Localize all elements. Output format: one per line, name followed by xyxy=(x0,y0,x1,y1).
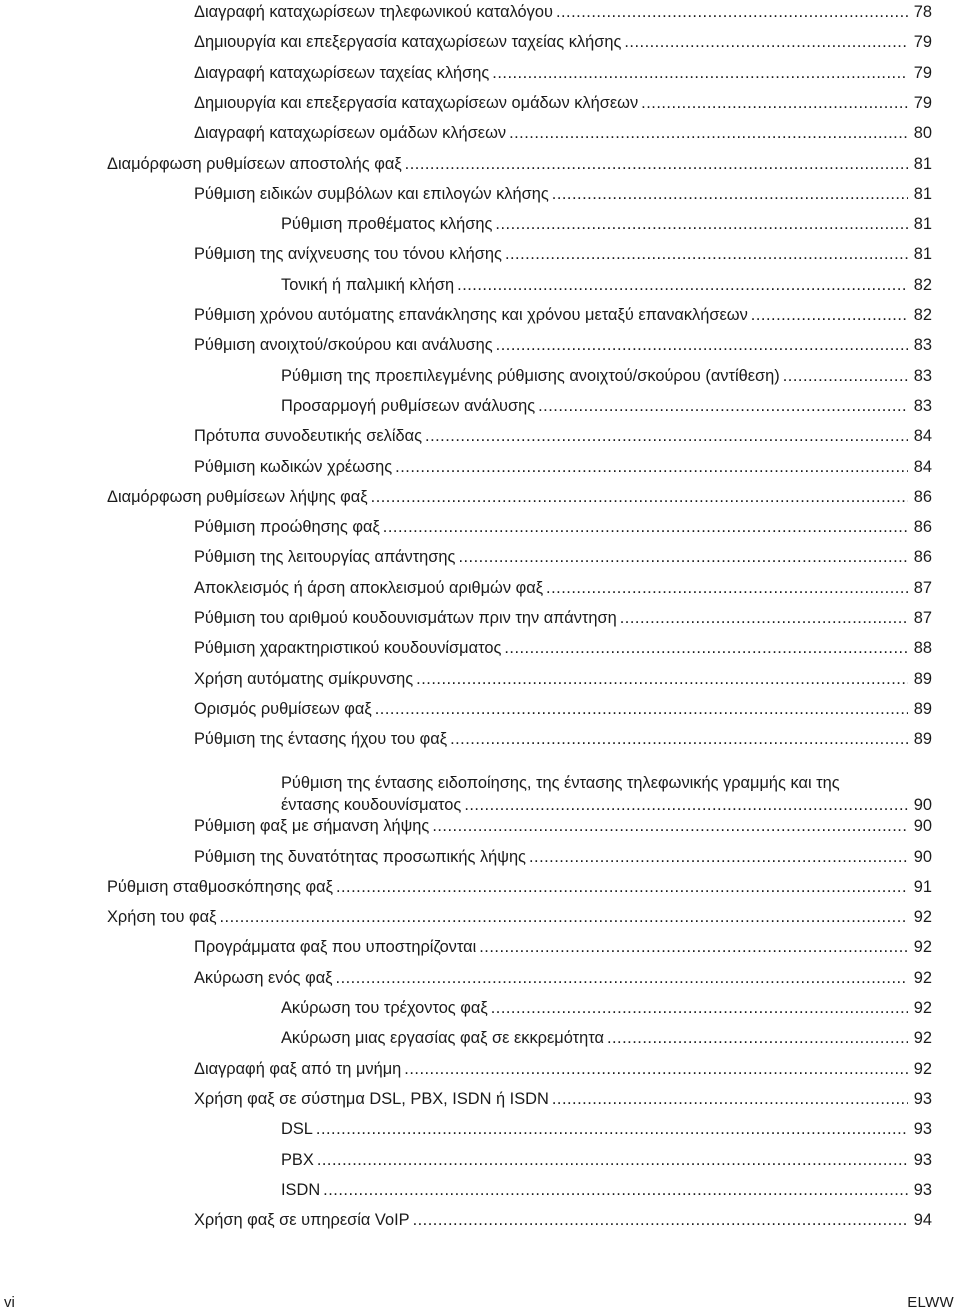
toc-entry-page-number: 79 xyxy=(913,33,932,51)
toc-entry-title: Πρότυπα συνοδευτικής σελίδας xyxy=(194,427,423,445)
toc-entry-page-number: 81 xyxy=(913,215,932,233)
toc-entry[interactable] xyxy=(194,698,932,728)
toc-entry-page-number: 80 xyxy=(913,124,932,142)
footer-document-code: ELWW xyxy=(907,1294,954,1311)
toc-entry-title: Ρύθμιση προθέματος κλήσης xyxy=(281,215,493,233)
dot-leader xyxy=(751,304,908,326)
toc-entry[interactable] xyxy=(194,1088,932,1118)
dot-leader xyxy=(509,122,908,144)
dot-leader xyxy=(425,425,908,447)
dot-leader xyxy=(624,31,908,53)
toc-entry-title-continued: έντασης κουδουνίσματος xyxy=(281,796,462,814)
toc-entry-title: Ρύθμιση της ανίχνευσης του τόνου κλήσης xyxy=(194,245,502,263)
dot-leader xyxy=(607,1027,908,1049)
dot-leader xyxy=(546,577,908,599)
toc-entry[interactable] xyxy=(194,846,932,876)
toc-entry-page-number: 92 xyxy=(913,969,932,987)
toc-entry[interactable] xyxy=(281,1149,932,1179)
toc-entry-title: Τονική ή παλμική κλήση xyxy=(281,276,455,294)
toc-entry[interactable] xyxy=(194,1,932,31)
toc-entry-title: Χρήση του φαξ xyxy=(107,908,217,926)
dot-leader xyxy=(383,516,908,538)
toc-entry-page-number: 90 xyxy=(913,796,932,814)
toc-entry-title: Ορισμός ρυθμίσεων φαξ xyxy=(194,700,372,718)
dot-leader xyxy=(450,728,908,750)
dot-leader xyxy=(641,92,908,114)
toc-entry-title: Ρύθμιση ανοιχτού/σκούρου και ανάλυσης xyxy=(194,336,493,354)
dot-leader xyxy=(395,456,908,478)
toc-entry-page-number: 81 xyxy=(913,155,932,173)
toc-entry[interactable] xyxy=(107,906,932,936)
toc-entry-page-number: 93 xyxy=(913,1181,932,1199)
toc-entry-title: Χρήση φαξ σε σύστημα DSL, PBX, ISDN ή ISDN xyxy=(194,1090,549,1108)
toc-entry-page-number: 86 xyxy=(913,548,932,566)
toc-entry-title: Διαγραφή καταχωρίσεων ταχείας κλήσης xyxy=(194,64,490,82)
toc-entry-page-number: 81 xyxy=(913,185,932,203)
toc-entry[interactable] xyxy=(281,1179,932,1209)
toc-entry[interactable] xyxy=(281,395,932,425)
toc-entry-page-number: 86 xyxy=(913,518,932,536)
dot-leader xyxy=(416,668,908,690)
toc-entry-title: Ρύθμιση ειδικών συμβόλων και επιλογών κλήσης xyxy=(194,185,549,203)
toc-entry-title: Χρήση φαξ σε υπηρεσία VoIP xyxy=(194,1211,410,1229)
toc-entry-title: Ακύρωση του τρέχοντος φαξ xyxy=(281,999,488,1017)
toc-entry[interactable] xyxy=(194,92,932,122)
toc-entry-title: DSL xyxy=(281,1120,313,1138)
dot-leader xyxy=(464,794,908,816)
dot-leader xyxy=(504,637,908,659)
toc-entry-title: Ρύθμιση της έντασης ειδοποίησης, της έντασης τηλεφωνικής γραμμής και της xyxy=(281,774,840,792)
toc-entry-page-number: 92 xyxy=(913,1060,932,1078)
toc-entry-title: Αποκλεισμός ή άρση αποκλεισμού αριθμών φαξ xyxy=(194,579,544,597)
dot-leader xyxy=(336,967,908,989)
dot-leader xyxy=(317,1149,908,1171)
toc-entry[interactable] xyxy=(107,153,932,183)
toc-entry-page-number: 91 xyxy=(913,878,932,896)
dot-leader xyxy=(491,997,908,1019)
toc-entry-title: Ρύθμιση φαξ με σήμανση λήψης xyxy=(194,817,430,835)
toc-entry[interactable] xyxy=(194,607,932,637)
toc-entry-page-number: 81 xyxy=(913,245,932,263)
toc-entry-title: Ρύθμιση κωδικών χρέωσης xyxy=(194,458,393,476)
dot-leader xyxy=(316,1118,908,1140)
toc-entry-title: Ρύθμιση της λειτουργίας απάντησης xyxy=(194,548,456,566)
toc-entry-page-number: 94 xyxy=(913,1211,932,1229)
toc-entry-title: Διαμόρφωση ρυθμίσεων αποστολής φαξ xyxy=(107,155,402,173)
toc-entry-page-number: 84 xyxy=(913,427,932,445)
toc-entry[interactable] xyxy=(194,1209,932,1239)
dot-leader xyxy=(783,365,908,387)
toc-entry-page-number: 87 xyxy=(913,579,932,597)
toc-entry[interactable] xyxy=(281,365,932,395)
toc-entry-page-number: 93 xyxy=(913,1120,932,1138)
toc-entry-page-number: 90 xyxy=(913,848,932,866)
toc-entry[interactable] xyxy=(194,1058,932,1088)
dot-leader xyxy=(404,1058,908,1080)
toc-entry[interactable] xyxy=(281,213,932,243)
toc-entry[interactable] xyxy=(194,456,932,486)
toc-entry-page-number: 79 xyxy=(913,64,932,82)
toc-entry[interactable] xyxy=(194,967,932,997)
dot-leader xyxy=(552,1088,908,1110)
toc-entry[interactable] xyxy=(194,815,932,845)
toc-entry[interactable] xyxy=(194,183,932,213)
dot-leader xyxy=(556,1,908,23)
dot-leader xyxy=(219,906,908,928)
toc-entry-page-number: 79 xyxy=(913,94,932,112)
toc-entry[interactable] xyxy=(107,486,932,516)
dot-leader xyxy=(552,183,908,205)
toc-entry-title: Ρύθμιση χρόνου αυτόματης επανάκλησης και χρόνου μεταξύ επανακλήσεων xyxy=(194,306,748,324)
toc-entry[interactable] xyxy=(194,516,932,546)
toc-entry-title: Διαμόρφωση ρυθμίσεων λήψης φαξ xyxy=(107,488,368,506)
toc-entry-page-number: 89 xyxy=(913,700,932,718)
toc-entry[interactable] xyxy=(194,243,932,273)
toc-entry-title: Ρύθμιση της προεπιλεγμένης ρύθμισης ανοιχτού/σκούρου (αντίθεση) xyxy=(281,367,780,385)
toc-entry[interactable] xyxy=(194,728,932,758)
toc-entry[interactable] xyxy=(194,122,932,152)
toc-entry-title: Ρύθμιση χαρακτηριστικού κουδουνίσματος xyxy=(194,639,502,657)
toc-entry-title: ISDN xyxy=(281,1181,321,1199)
dot-leader xyxy=(620,607,908,629)
dot-leader xyxy=(529,846,908,868)
toc-entry-page-number: 82 xyxy=(913,306,932,324)
toc-entry-title: Διαγραφή καταχωρίσεων τηλεφωνικού καταλόγου xyxy=(194,3,553,21)
toc-entry-page-number: 84 xyxy=(913,458,932,476)
toc-entry-page-number: 78 xyxy=(913,3,932,21)
toc-entry-title: Διαγραφή φαξ από τη μνήμη xyxy=(194,1060,402,1078)
toc-entry[interactable] xyxy=(281,1118,932,1148)
toc-entry-title: Προσαρμογή ρυθμίσεων ανάλυσης xyxy=(281,397,536,415)
dot-leader xyxy=(413,1209,908,1231)
toc-entry-title: Δημιουργία και επεξεργασία καταχωρίσεων ομάδων κλήσεων xyxy=(194,94,639,112)
toc-entry-title: Ακύρωση μιας εργασίας φαξ σε εκκρεμότητα xyxy=(281,1029,604,1047)
toc-entry-page-number: 86 xyxy=(913,488,932,506)
toc-entry[interactable] xyxy=(194,546,932,576)
toc-entry-page-number: 93 xyxy=(913,1151,932,1169)
toc-entry-page-number: 89 xyxy=(913,670,932,688)
toc-entry-page-number: 83 xyxy=(913,397,932,415)
toc-entry-page-number: 87 xyxy=(913,609,932,627)
dot-leader xyxy=(371,486,908,508)
toc-entry-title: PBX xyxy=(281,1151,314,1169)
dot-leader xyxy=(432,815,908,837)
dot-leader xyxy=(457,274,908,296)
dot-leader xyxy=(538,395,908,417)
toc-entry[interactable] xyxy=(281,274,932,304)
toc-entry-page-number: 83 xyxy=(913,336,932,354)
toc-entry-page-number: 92 xyxy=(913,1029,932,1047)
toc-entry-page-number: 83 xyxy=(913,367,932,385)
toc-entry-title: Διαγραφή καταχωρίσεων ομάδων κλήσεων xyxy=(194,124,507,142)
toc-entry[interactable] xyxy=(194,31,932,61)
toc-entry-page-number: 93 xyxy=(913,1090,932,1108)
footer-page-number: vi xyxy=(4,1294,15,1311)
toc-entry-page-number: 92 xyxy=(913,999,932,1017)
toc-entry[interactable] xyxy=(194,668,932,698)
toc-entry[interactable] xyxy=(194,936,932,966)
dot-leader xyxy=(495,213,908,235)
toc-entry[interactable] xyxy=(194,62,932,92)
dot-leader xyxy=(458,546,908,568)
toc-entry-page-number: 82 xyxy=(913,276,932,294)
toc-entry-title: Ρύθμιση της δυνατότητας προσωπικής λήψης xyxy=(194,848,526,866)
toc-entry-page-number: 90 xyxy=(913,817,932,835)
toc-entry-title: Ρύθμιση του αριθμού κουδουνισμάτων πριν την απάντηση xyxy=(194,609,617,627)
toc-entry[interactable] xyxy=(107,876,932,906)
toc-entry-title: Ρύθμιση της έντασης ήχου του φαξ xyxy=(194,730,448,748)
dot-leader xyxy=(336,876,908,898)
toc-entry-title: Ρύθμιση προώθησης φαξ xyxy=(194,518,380,536)
toc-entry[interactable] xyxy=(194,425,932,455)
toc-entry-page-number: 89 xyxy=(913,730,932,748)
toc-entry-title: Χρήση αυτόματης σμίκρυνσης xyxy=(194,670,414,688)
toc-entry-page-number: 92 xyxy=(913,938,932,956)
toc-entry[interactable] xyxy=(194,304,932,334)
toc-entry[interactable] xyxy=(194,334,932,364)
toc-entry-page-number: 88 xyxy=(913,639,932,657)
toc-entry-title: Προγράμματα φαξ που υποστηρίζονται xyxy=(194,938,477,956)
dot-leader xyxy=(479,936,908,958)
toc-entry-title: Ακύρωση ενός φαξ xyxy=(194,969,333,987)
toc-entry-title: Ρύθμιση σταθμοσκόπησης φαξ xyxy=(107,878,333,896)
toc-entry[interactable] xyxy=(281,758,932,816)
toc-entry[interactable] xyxy=(281,1027,932,1057)
dot-leader xyxy=(405,153,908,175)
dot-leader xyxy=(375,698,908,720)
dot-leader xyxy=(505,243,908,265)
dot-leader xyxy=(492,62,908,84)
dot-leader xyxy=(496,334,908,356)
toc-entry-page-number: 92 xyxy=(913,908,932,926)
dot-leader xyxy=(323,1179,908,1201)
toc-entry[interactable] xyxy=(194,577,932,607)
toc-entry-title: Δημιουργία και επεξεργασία καταχωρίσεων ταχείας κλήσης xyxy=(194,33,622,51)
toc-entry[interactable] xyxy=(194,637,932,667)
toc-entry[interactable] xyxy=(281,997,932,1027)
